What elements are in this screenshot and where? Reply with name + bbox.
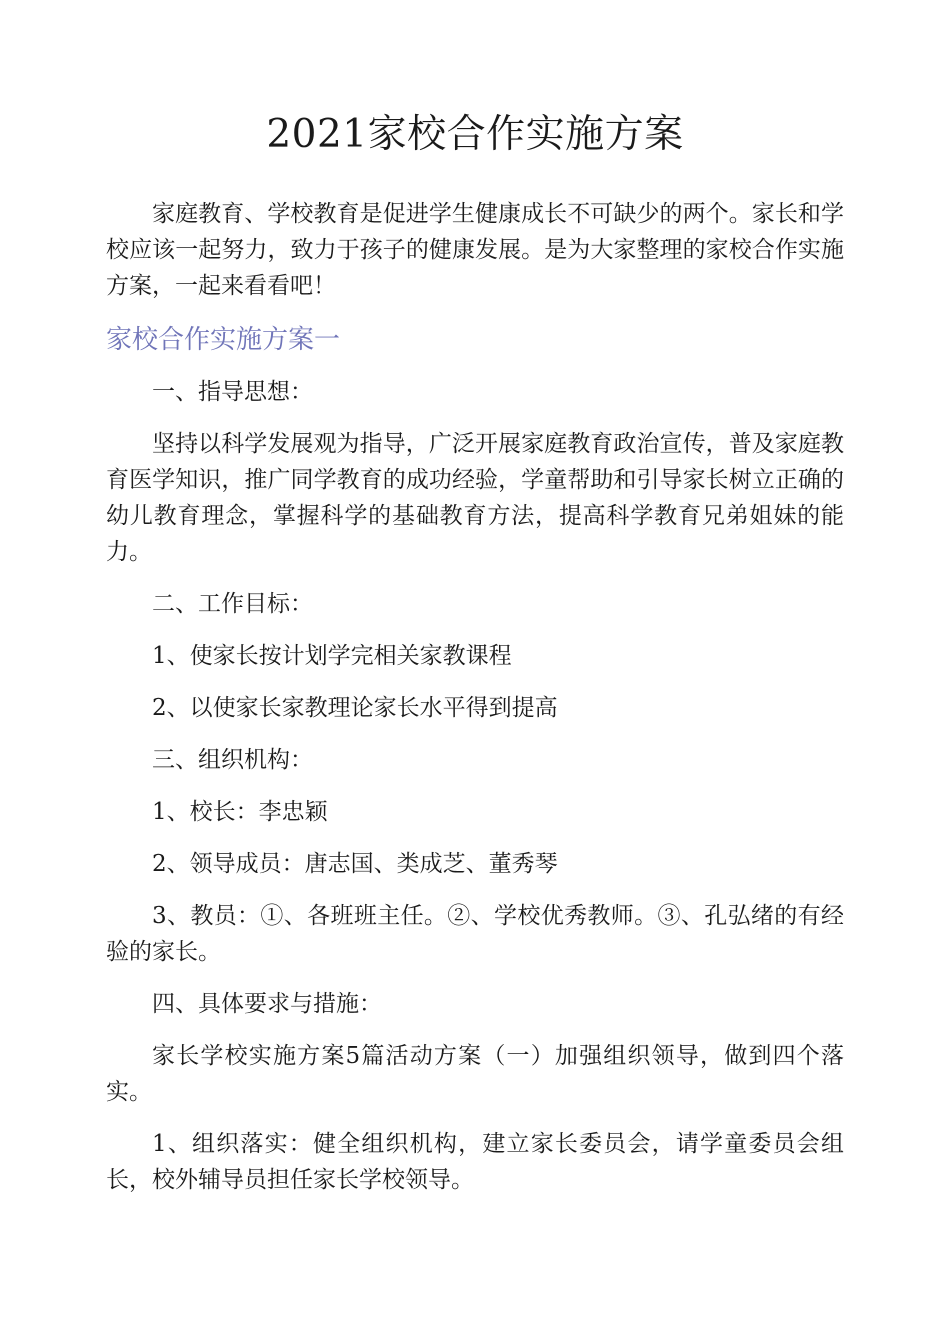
paragraph-organization-implementation: 1、组织落实：健全组织机构，建立家长委员会，请学童委员会组长，校外辅导员担任家长学校领导。	[106, 1131, 844, 1193]
paragraph-goal-1: 1、使家长按计划学完相关家教课程	[152, 643, 512, 669]
document-title: 2021家校合作实施方案	[266, 112, 684, 157]
paragraph-goal-2: 2、以使家长家教理论家长水平得到提高	[152, 695, 558, 721]
paragraph-activity-plan: 家长学校实施方案5篇活动方案（一）加强组织领导，做到四个落实。	[106, 1043, 844, 1105]
document-page	[106, 108, 844, 1214]
paragraph-work-goals-heading: 二、工作目标：	[152, 591, 313, 617]
section-heading: 家校合作实施方案一	[106, 325, 341, 355]
paragraph-instructors: 3、教员：①、各班班主任。②、学校优秀教师。③、孔弘绪的有经验的家长。	[106, 903, 844, 965]
paragraph-requirements-heading: 四、具体要求与措施：	[152, 991, 382, 1017]
paragraph-organization-heading: 三、组织机构：	[152, 747, 313, 773]
paragraph-guiding-ideology-heading: 一、指导思想：	[152, 379, 313, 405]
paragraph-principal: 1、校长：李忠颖	[152, 799, 328, 825]
paragraph-guiding-ideology: 坚持以科学发展观为指导，广泛开展家庭教育政治宣传，普及家庭教育医学知识，推广同学教育的成功经验，学童帮助和引导家长树立正确的幼儿教育理念，掌握科学的基础教育方法，提高科学教育兄弟姐妹的能力。	[106, 431, 844, 565]
intro-paragraph: 家庭教育、学校教育是促进学生健康成长不可缺少的两个。家长和学校应该一起努力，致力于孩子的健康发展。是为大家整理的家校合作实施方案，一起来看看吧！	[106, 201, 844, 299]
paragraph-leadership-members: 2、领导成员：唐志国、类成芝、董秀琴	[152, 851, 558, 877]
